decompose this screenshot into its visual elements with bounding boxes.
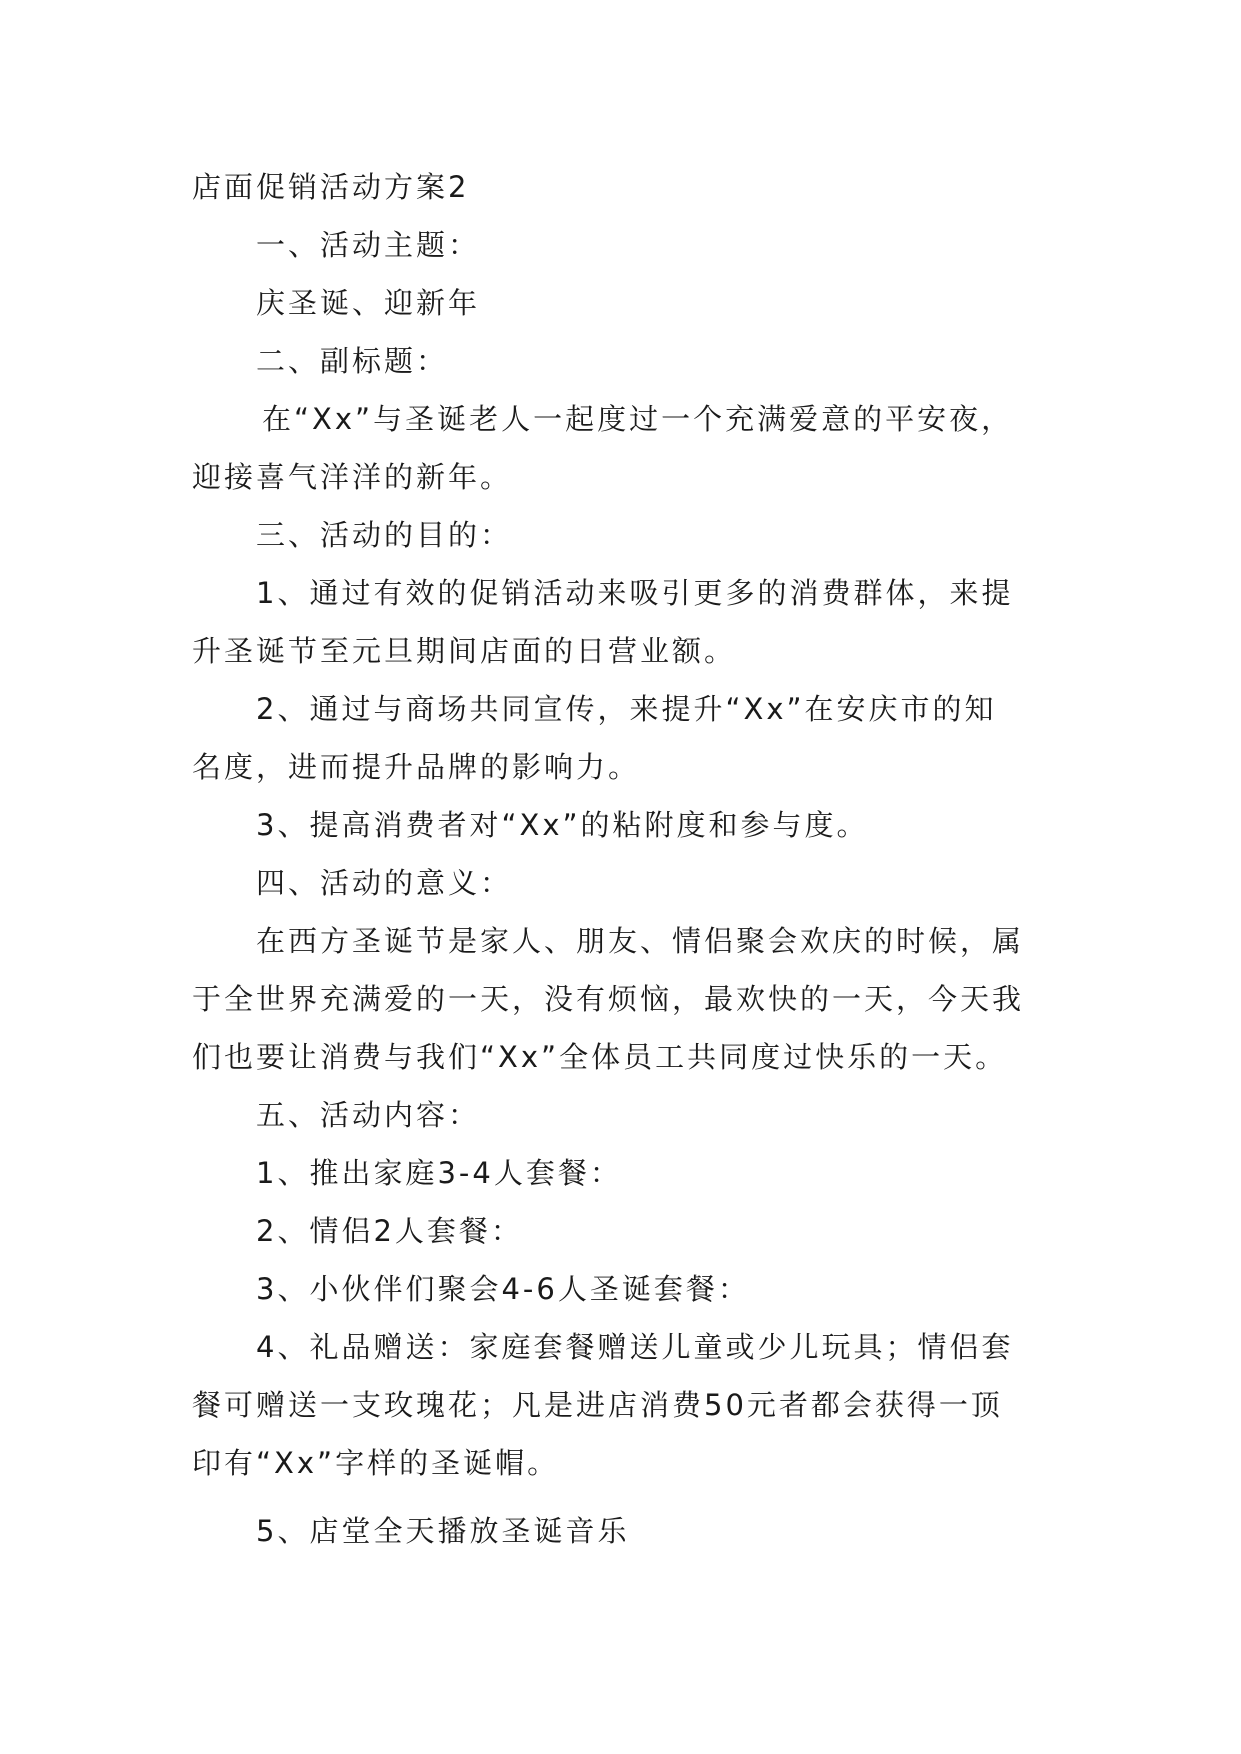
- paragraph-line: 餐可赠送一支玫瑰花；凡是进店消费50元者都会获得一顶: [192, 1388, 1003, 1422]
- list-item: 4、礼品赠送：家庭套餐赠送儿童或少儿玩具；情侣套: [256, 1330, 1014, 1364]
- paragraph-line: 庆圣诞、迎新年: [256, 286, 481, 320]
- paragraph-line: 在“Xx”与圣诞老人一起度过一个充满爱意的平安夜，: [262, 402, 1014, 436]
- paragraph-line: 名度，进而提升品牌的影响力。: [192, 750, 641, 784]
- paragraph-line: 2、通过与商场共同宣传，来提升“Xx”在安庆市的知: [256, 692, 997, 726]
- document-body: [192, 158, 1052, 1560]
- paragraph-line: 升圣诞节至元旦期间店面的日营业额。: [192, 634, 737, 668]
- list-item: 2、情侣2人套餐：: [256, 1214, 523, 1248]
- section-heading-purpose: 三、活动的目的：: [256, 518, 513, 552]
- list-item: 3、小伙伴们聚会4-6人圣诞套餐：: [256, 1272, 750, 1306]
- paragraph-line: 3、提高消费者对“Xx”的粘附度和参与度。: [256, 808, 869, 842]
- paragraph-line: 印有“Xx”字样的圣诞帽。: [192, 1446, 560, 1480]
- paragraph-line: 于全世界充满爱的一天，没有烦恼，最欢快的一天，今天我: [192, 982, 1025, 1016]
- paragraph-line: 迎接喜气洋洋的新年。: [192, 460, 513, 494]
- section-heading-meaning: 四、活动的意义：: [256, 866, 513, 900]
- paragraph-line: 1、通过有效的促销活动来吸引更多的消费群体，来提: [256, 576, 1014, 610]
- list-item: 1、推出家庭3-4人套餐：: [256, 1156, 622, 1190]
- list-item: 5、店堂全天播放圣诞音乐: [256, 1514, 630, 1548]
- section-heading-theme: 一、活动主题：: [256, 228, 481, 262]
- paragraph-line: 在西方圣诞节是家人、朋友、情侣聚会欢庆的时候，属: [256, 924, 1025, 958]
- section-heading-subtitle: 二、副标题：: [256, 344, 449, 378]
- paragraph-line: 们也要让消费与我们“Xx”全体员工共同度过快乐的一天。: [192, 1040, 1008, 1074]
- document-title: 店面促销活动方案2: [192, 170, 470, 204]
- section-heading-content: 五、活动内容：: [256, 1098, 481, 1132]
